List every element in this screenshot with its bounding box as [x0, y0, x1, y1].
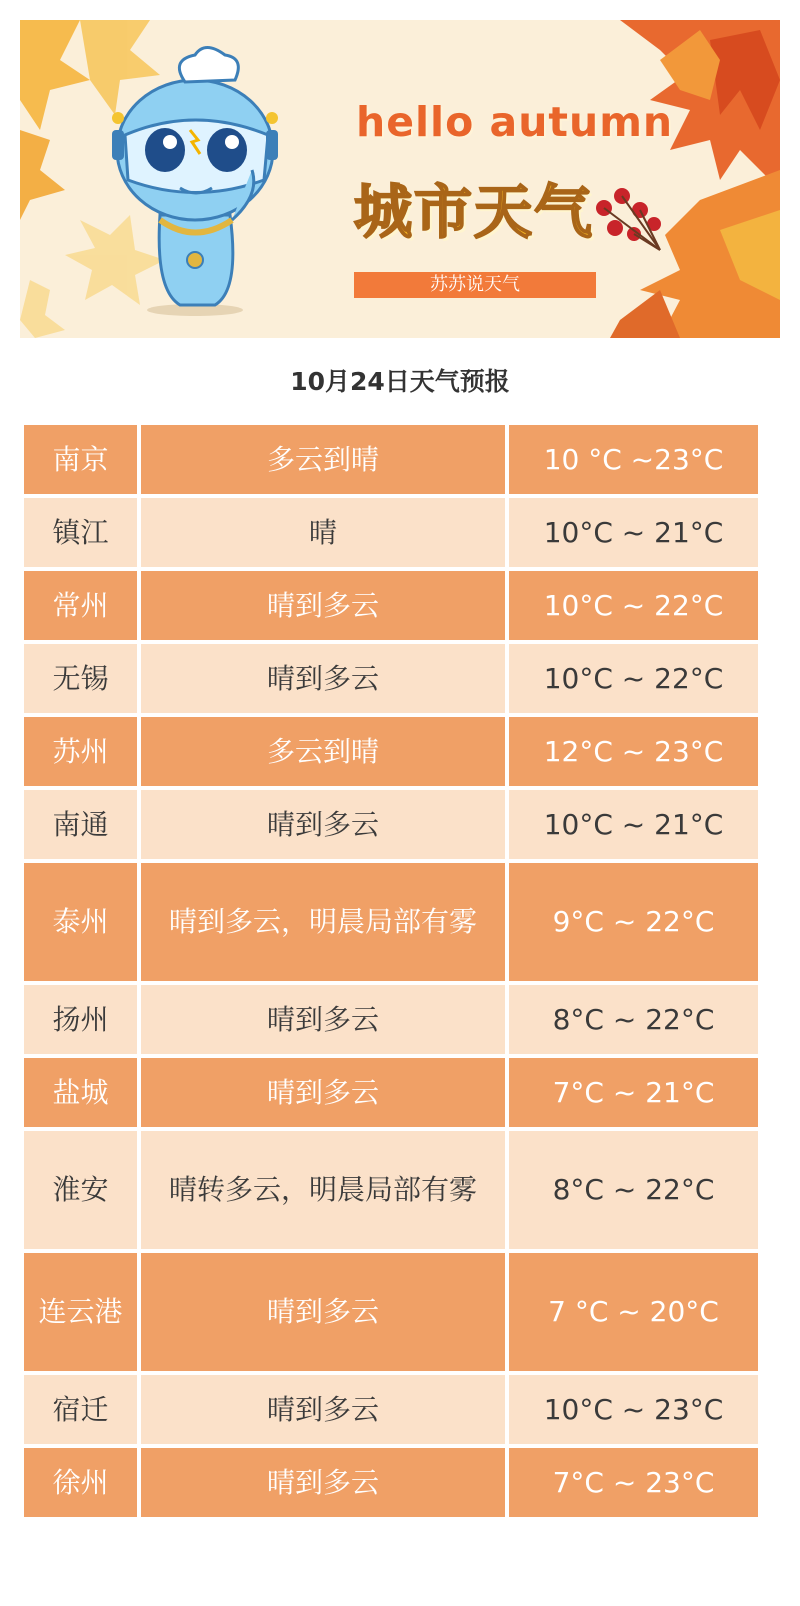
temperature-cell: 7°C ~ 21°C: [509, 1058, 758, 1127]
city-cell: 盐城: [24, 1058, 137, 1127]
table-row: [24, 790, 758, 859]
weather-cell: 晴到多云: [141, 790, 505, 859]
weather-cell: 晴到多云: [141, 1448, 505, 1517]
temperature-cell: 10°C ~ 23°C: [509, 1375, 758, 1444]
table-row: [24, 863, 758, 981]
city-cell: 宿迁: [24, 1375, 137, 1444]
forecast-table: [24, 425, 758, 1517]
banner-hello-text: hello autumn: [356, 98, 674, 146]
temperature-cell: 8°C ~ 22°C: [509, 1131, 758, 1249]
city-cell: 徐州: [24, 1448, 137, 1517]
table-row: [24, 1448, 758, 1517]
temperature-cell: 10 °C ~23°C: [509, 425, 758, 494]
weather-cell: 晴到多云: [141, 571, 505, 640]
cloud-robot-mascot-icon: [112, 48, 278, 317]
city-cell: 淮安: [24, 1131, 137, 1249]
weather-cell: 晴转多云，明晨局部有雾: [141, 1131, 505, 1249]
table-row: [24, 644, 758, 713]
temperature-cell: 10°C ~ 21°C: [509, 498, 758, 567]
table-row: [24, 985, 758, 1054]
weather-cell: 晴到多云: [141, 644, 505, 713]
table-row: [24, 571, 758, 640]
city-cell: 常州: [24, 571, 137, 640]
header-banner: [20, 20, 780, 338]
table-row: [24, 425, 758, 494]
banner-subtitle: 苏苏说天气: [354, 272, 596, 298]
city-cell: 镇江: [24, 498, 137, 567]
weather-cell: 晴到多云: [141, 1253, 505, 1371]
temperature-cell: 10°C ~ 21°C: [509, 790, 758, 859]
temperature-cell: 7°C ~ 23°C: [509, 1448, 758, 1517]
weather-cell: 晴: [141, 498, 505, 567]
table-row: [24, 1131, 758, 1249]
table-row: [24, 498, 758, 567]
temperature-cell: 10°C ~ 22°C: [509, 571, 758, 640]
temperature-cell: 8°C ~ 22°C: [509, 985, 758, 1054]
city-cell: 泰州: [24, 863, 137, 981]
weather-cell: 晴到多云: [141, 1375, 505, 1444]
temperature-cell: 12°C ~ 23°C: [509, 717, 758, 786]
temperature-cell: 9°C ~ 22°C: [509, 863, 758, 981]
weather-cell: 晴到多云: [141, 985, 505, 1054]
banner-title: 城市天气: [354, 178, 595, 246]
city-cell: 苏州: [24, 717, 137, 786]
temperature-cell: 7 °C ~ 20°C: [509, 1253, 758, 1371]
city-cell: 无锡: [24, 644, 137, 713]
temperature-cell: 10°C ~ 22°C: [509, 644, 758, 713]
table-row: [24, 717, 758, 786]
table-row: [24, 1253, 758, 1371]
city-cell: 扬州: [24, 985, 137, 1054]
table-row: [24, 1375, 758, 1444]
weather-cell: 多云到晴: [141, 425, 505, 494]
city-cell: 南通: [24, 790, 137, 859]
weather-cell: 晴到多云: [141, 1058, 505, 1127]
forecast-heading: 10月24日天气预报: [290, 367, 510, 396]
weather-cell: 晴到多云，明晨局部有雾: [141, 863, 505, 981]
city-cell: 南京: [24, 425, 137, 494]
city-cell: 连云港: [24, 1253, 137, 1371]
table-row: [24, 1058, 758, 1127]
weather-cell: 多云到晴: [141, 717, 505, 786]
